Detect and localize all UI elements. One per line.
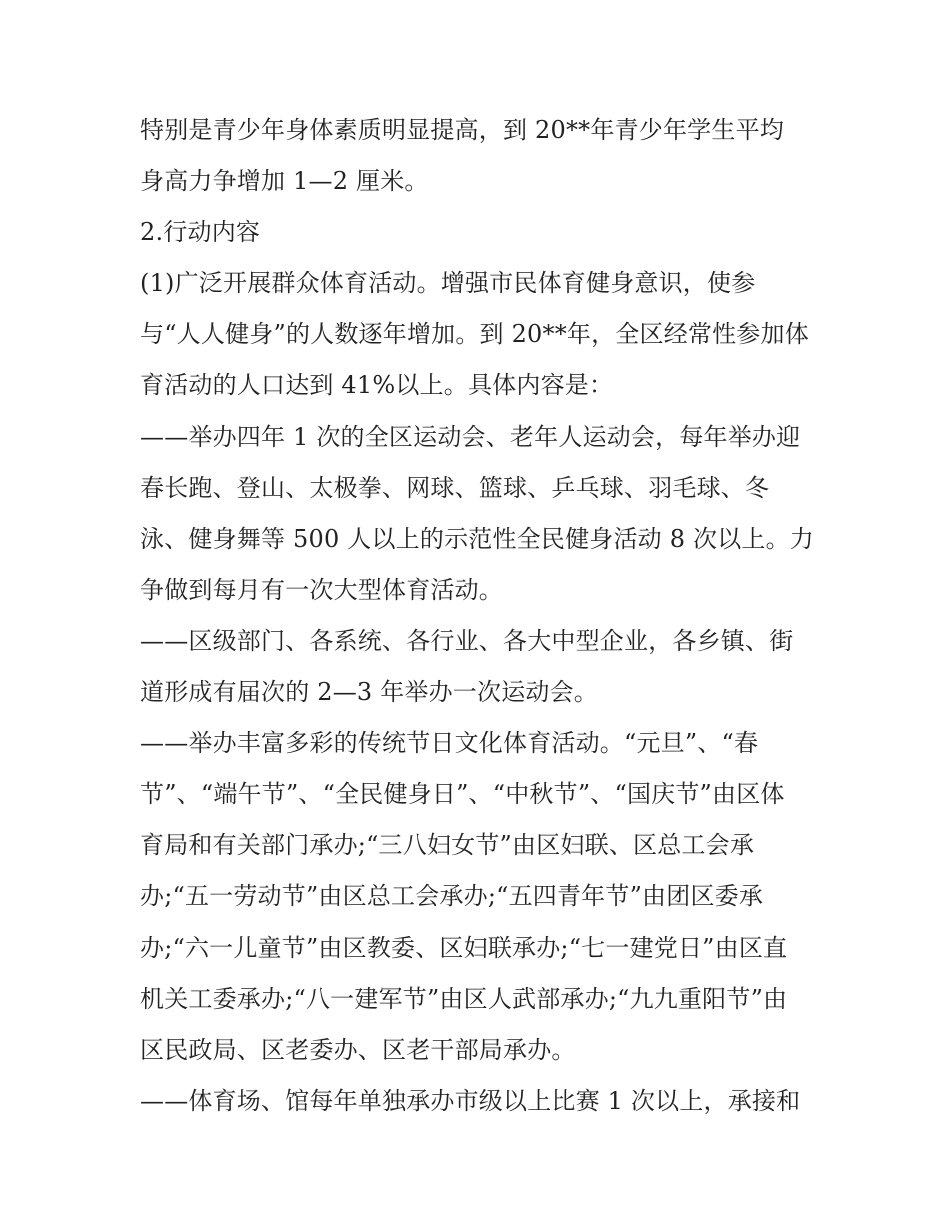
text-line: 办;“五一劳动节”由区总工会承办;“五四青年节”由团区委承 (140, 882, 764, 911)
section-heading: 2.行动内容 (140, 218, 261, 247)
text-line: 育局和有关部门承办;“三八妇女节”由区妇联、区总工会承 (140, 831, 755, 860)
text-line: 与“人人健身”的人数逐年增加。到 20**年，全区经常性参加体 (140, 320, 809, 349)
text-line: 机关工委承办;“八一建军节”由区人武部承办;“九九重阳节”由 (140, 984, 788, 1013)
text-line: 办;“六一儿童节”由区教委、区妇联承办;“七一建党日”由区直 (140, 933, 788, 962)
text-line: 春长跑、登山、太极拳、网球、篮球、乒乓球、羽毛球、冬 (140, 473, 770, 502)
text-line: (1)广泛开展群众体育活动。增强市民体育健身意识，使参 (140, 269, 756, 298)
text-line: 身高力争增加 1—2 厘米。 (140, 167, 429, 196)
text-line: 区民政局、区老委办、区老干部局承办。 (140, 1035, 576, 1064)
text-line: 道形成有届次的 2—3 年举办一次运动会。 (140, 678, 598, 707)
text-line: ——体育场、馆每年单独承办市级以上比赛 1 次以上，承接和 (140, 1086, 801, 1115)
document-body (140, 105, 830, 1127)
text-line: 争做到每月有一次大型体育活动。 (140, 575, 503, 604)
text-line: ——区级部门、各系统、各行业、各大中型企业，各乡镇、街 (140, 626, 794, 655)
text-line: ——举办四年 1 次的全区运动会、老年人运动会，每年举办迎 (140, 422, 801, 451)
text-line: 特别是青少年身体素质明显提高，到 20**年青少年学生平均 (140, 116, 784, 144)
text-line: 育活动的人口达到 41%以上。具体内容是： (140, 371, 614, 400)
text-line: 节”、“端午节”、“全民健身日”、“中秋节”、“国庆节”由区体 (140, 780, 785, 809)
text-line: ——举办丰富多彩的传统节日文化体育活动。“元旦”、“春 (140, 729, 759, 758)
text-line: 泳、健身舞等 500 人以上的示范性全民健身活动 8 次以上。力 (140, 524, 814, 553)
